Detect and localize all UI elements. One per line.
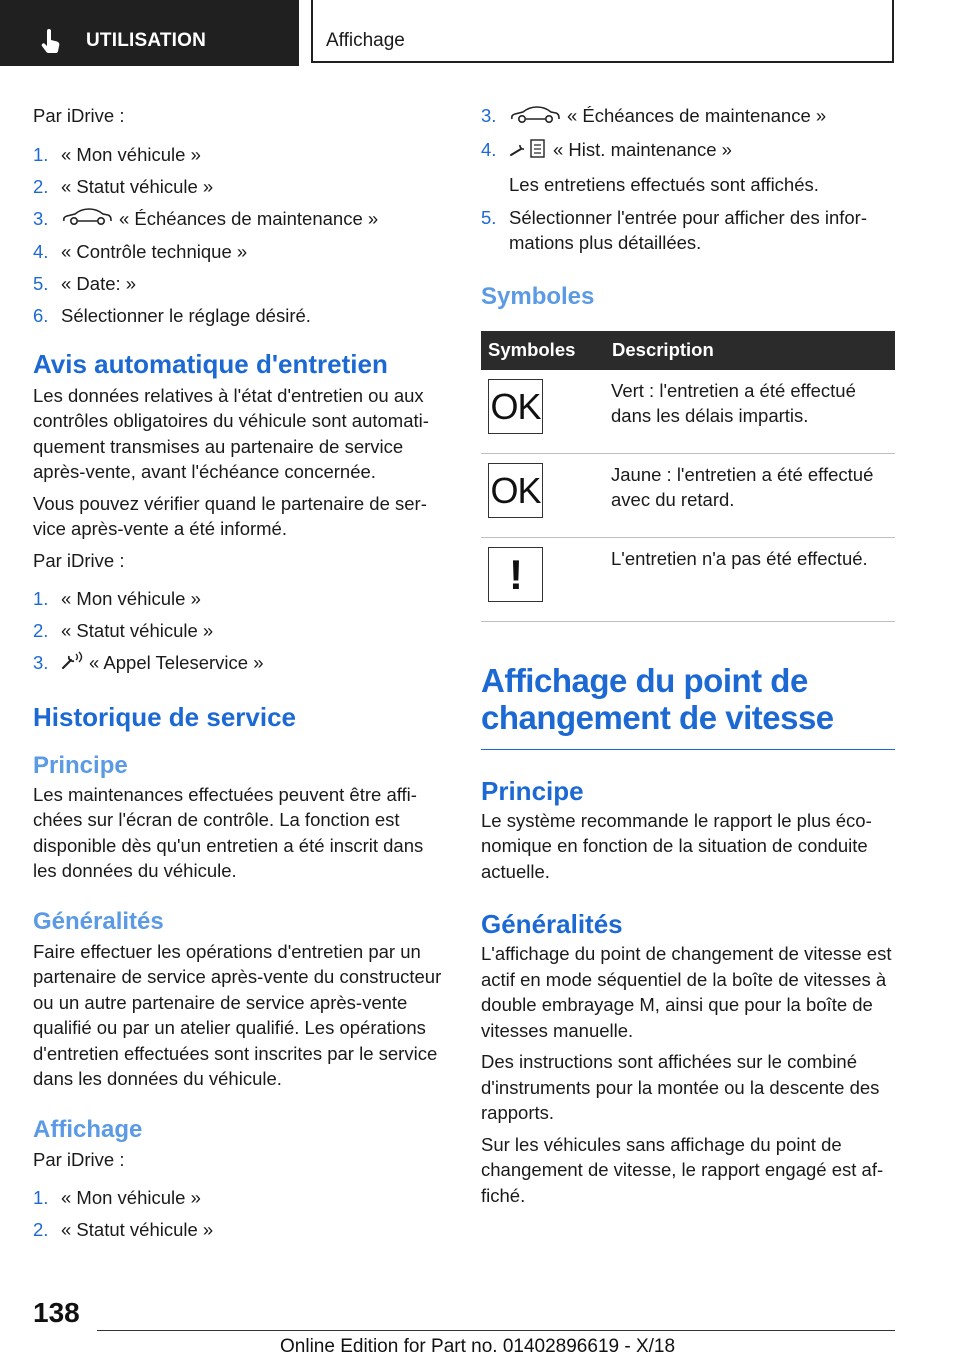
footer-rule: [97, 1330, 895, 1331]
list-item: 3. « Échéances de maintenance »: [33, 206, 443, 233]
principe-text-2: Le système recommande le rapport le plus économique en fonction de la situation de conduite actuelle.: [481, 809, 872, 882]
table-header-symbols: Symboles: [481, 331, 605, 370]
generalites-text-1: Faire effectuer les opérations d'entretien par un partenaire de service après-vente du constructeur ou un autre partenaire de service après-vente qualifié ou par un atelier qualifié. Les opérations d'entretien effectuées sont inscrites par le service dans les données du véhicule.: [33, 940, 442, 1090]
list-item: 4. « Contrôle technique »: [33, 241, 248, 263]
subsection-tab: [311, 0, 894, 63]
list-item: 1. « Mon véhicule »: [33, 143, 201, 165]
list-item: 3. « Échéances de maintenance »: [481, 103, 895, 130]
table-row: [481, 370, 895, 454]
idrive-steps-4: [481, 103, 895, 165]
avis-text-2: Vous pouvez vérifier quand le partenaire de service après-vente a été informé.: [33, 492, 427, 540]
list-item: 6. Sélectionner le réglage désiré.: [33, 305, 311, 327]
heading-principe-2: Principe: [481, 775, 584, 806]
list-item: 4. « Hist. maintenance »: [481, 137, 895, 166]
left-column: [33, 100, 443, 1243]
heading-affichage: Affichage: [33, 1115, 143, 1143]
generalites-text-4: Sur les véhicules sans affichage du point de changement de vitesse, le rapport engagé est affiché.: [481, 1133, 884, 1206]
heading-generalites-1: Généralités: [33, 907, 164, 935]
exclamation-symbol-icon: !: [488, 547, 543, 602]
generalites-text-3: Des instructions sont affichées sur le combiné d'instruments pour la montée ou la descente des rapports.: [481, 1051, 880, 1124]
intro-text: Par iDrive :: [33, 105, 125, 126]
heading-rule: [481, 749, 895, 750]
table-cell-description: Jaune : l'entretien a été effectué avec du retard.: [605, 453, 895, 537]
subsection-title: Affichage: [326, 30, 405, 51]
list-item: 1. « Mon véhicule »: [33, 1187, 201, 1209]
table-header-row: [481, 331, 895, 370]
idrive-steps-1: [33, 142, 443, 329]
ok-green-symbol-icon: OK: [488, 379, 543, 434]
idrive-steps-2: [33, 586, 443, 677]
list-item: 5. « Date: »: [33, 273, 137, 295]
table-cell-description: L'entretien n'a pas été effectué.: [605, 537, 895, 621]
edition-note: Online Edition for Part no. 01402896619 - X/18: [280, 1336, 676, 1357]
table-header-description: Description: [605, 331, 895, 370]
list-item: 5. Sélectionner l'entrée pour afficher des informations plus détaillées.: [481, 206, 867, 254]
symbols-table: [481, 331, 895, 622]
ok-yellow-symbol-icon: OK: [488, 463, 543, 518]
list4-note: Les entretiens effectués sont affichés.: [509, 174, 819, 196]
service-history-icon: [509, 137, 547, 166]
table-row: [481, 453, 895, 537]
avis-text-3: Par iDrive :: [33, 549, 125, 571]
car-icon: [509, 104, 561, 131]
avis-text-1: Les données relatives à l'état d'entretien ou aux contrôles obligatoires du véhicule sont automatiquement transmises au partenaire de service après-vente, avant l'échéance concernée.: [33, 384, 429, 483]
heading-historique: Historique de service: [33, 701, 296, 732]
list-item: 1. « Mon véhicule »: [33, 588, 201, 610]
page-header: [0, 0, 960, 66]
list-item: 2. « Statut véhicule »: [33, 1219, 214, 1241]
table-cell-description: Vert : l'entretien a été effectué dans les délais impartis.: [605, 370, 895, 454]
affichage-text: Par iDrive :: [33, 1148, 125, 1170]
list-item: 3. « Appel Teleservice »: [33, 650, 443, 677]
table-row: [481, 537, 895, 621]
list-item: 2. « Statut véhicule »: [33, 620, 214, 642]
heading-generalites-2: Généralités: [481, 909, 623, 940]
heading-avis: Avis automatique d'entretien: [33, 348, 388, 379]
heading-gear-shift: Affichage du point de changement de vitesse: [481, 661, 834, 736]
teleservice-wrench-icon: [61, 651, 83, 678]
right-column: [481, 100, 895, 1208]
generalites-text-2: L'affichage du point de changement de vitesse est actif en mode séquentiel de la boîte de vitesses à double embrayage M, ainsi que pour la boîte de vitesses manuelle.: [481, 943, 892, 1041]
car-icon: [61, 206, 113, 233]
page-number: 138: [33, 1297, 80, 1328]
idrive-steps-3: [33, 1185, 443, 1243]
list-item: 2. « Statut véhicule »: [33, 175, 214, 197]
section-title: UTILISATION: [86, 30, 207, 51]
section-tab: [0, 0, 299, 66]
hand-pointer-icon: [40, 28, 64, 54]
heading-symboles: Symboles: [481, 282, 595, 310]
idrive-steps-4b: [481, 205, 895, 256]
heading-principe-1: Principe: [33, 751, 128, 779]
principe-text-1: Les maintenances effectuées peuvent être affichées sur l'écran de contrôle. La fonction est disponible dès qu'un entretien a été inscrit dans les données du véhicule.: [33, 783, 424, 882]
